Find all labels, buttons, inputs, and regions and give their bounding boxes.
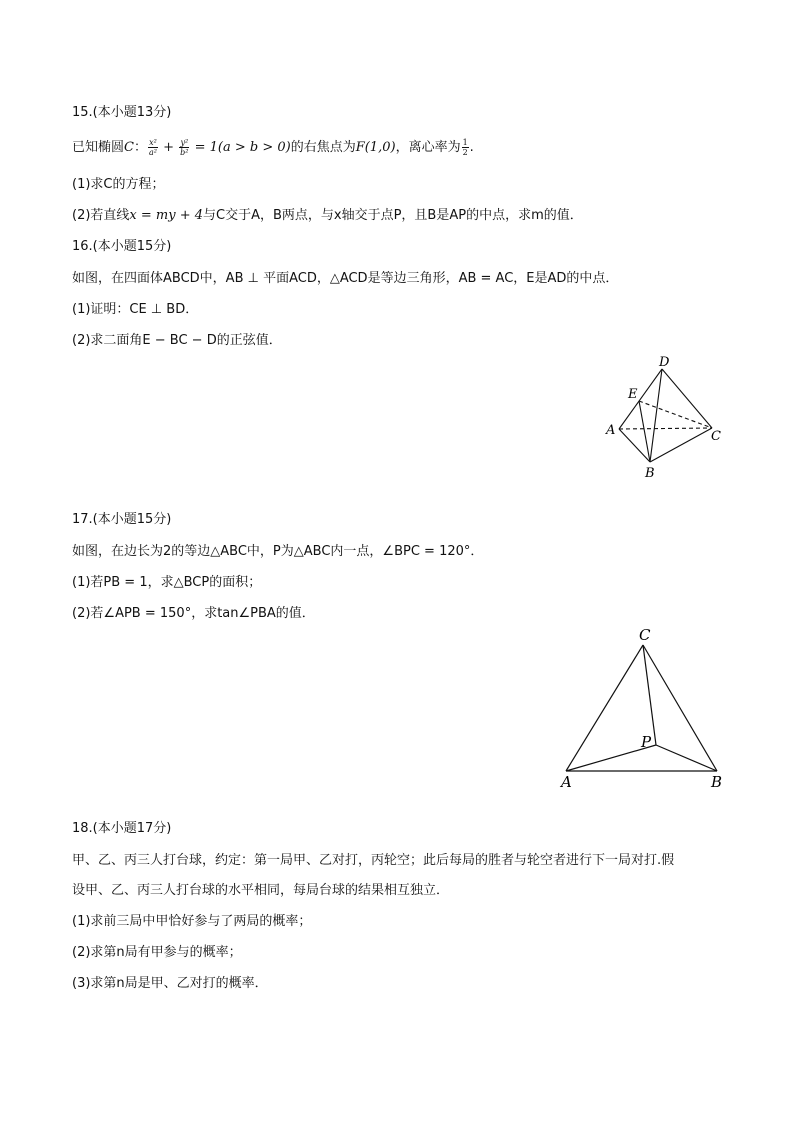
triangle-figure bbox=[555, 625, 735, 795]
stem-text: 已知椭圆 bbox=[72, 140, 125, 155]
frac-den: 2 bbox=[462, 148, 468, 157]
question-text: (2)若直线 bbox=[72, 208, 130, 223]
problem-17-stem: 如图，在边长为2的等边△ABC中，P为△ABC内一点，∠BPC = 120°． bbox=[72, 544, 484, 559]
problem-15-question-1: (1)求C的方程； bbox=[72, 177, 165, 192]
problem-17-header: 17.(本小题15分) bbox=[72, 512, 172, 527]
problem-15-stem bbox=[72, 138, 474, 157]
frac-num: y² bbox=[180, 138, 189, 147]
colon: ： bbox=[133, 140, 147, 155]
problem-16-header: 16.(本小题15分) bbox=[72, 239, 172, 254]
label-d: D bbox=[659, 355, 670, 370]
problem-18-question-3: (3)求第n局是甲、乙对打的概率． bbox=[72, 976, 268, 991]
frac-num: x² bbox=[149, 138, 157, 147]
problem-16-question-1: (1)证明：CE ⊥ BD． bbox=[72, 302, 199, 317]
label-p: P bbox=[641, 733, 652, 751]
edge-ac-hidden bbox=[619, 428, 712, 429]
problem-16-stem: 如图，在四面体ABCD中，AB ⊥ 平面ACD，△ACD是等边三角形，AB = AC，E是AD的中点． bbox=[72, 271, 619, 286]
problem-18-header: 18.(本小题17分) bbox=[72, 821, 172, 836]
label-c: C bbox=[639, 626, 651, 644]
fraction-one-half bbox=[462, 138, 469, 157]
frac-den: b² bbox=[180, 148, 189, 157]
problem-16-question-2: (2)求二面角E − BC − D的正弦值． bbox=[72, 333, 282, 348]
tetrahedron-figure bbox=[600, 350, 730, 482]
segment-cp bbox=[643, 645, 656, 745]
label-b: B bbox=[711, 773, 723, 791]
stem-text: ，离心率为 bbox=[395, 140, 461, 155]
fraction-x2-a2 bbox=[148, 138, 158, 157]
fraction-y2-b2 bbox=[179, 138, 189, 157]
problem-17-question-1: (1)若PB = 1，求△BCP的面积； bbox=[72, 575, 262, 590]
label-e: E bbox=[628, 387, 638, 402]
problem-15-question-2 bbox=[72, 207, 583, 225]
focus-point: F(1,0) bbox=[355, 140, 396, 155]
line-equation: x = my + 4 bbox=[129, 208, 204, 223]
edge-bc bbox=[650, 428, 712, 462]
side-cb bbox=[643, 645, 717, 771]
plus-sign: + bbox=[158, 140, 179, 155]
frac-den: a² bbox=[148, 148, 157, 157]
label-a: A bbox=[561, 773, 572, 791]
problem-15-header: 15.(本小题13分) bbox=[72, 105, 172, 120]
label-b: B bbox=[645, 466, 655, 481]
problem-18-question-2: (2)求第n局有甲参与的概率； bbox=[72, 945, 242, 960]
label-c: C bbox=[711, 429, 721, 444]
problem-18-stem-line-1: 甲、乙、丙三人打台球，约定：第一局甲、乙对打，丙轮空；此后每局的胜者与轮空者进行下一局对打.假 bbox=[72, 853, 675, 868]
problem-18-question-1: (1)求前三局中甲恰好参与了两局的概率； bbox=[72, 914, 312, 929]
stem-text: 的右焦点为 bbox=[290, 140, 356, 155]
frac-num: 1 bbox=[462, 138, 468, 147]
problem-18-stem-line-2: 设甲、乙、丙三人打台球的水平相同，每局台球的结果相互独立． bbox=[72, 883, 450, 898]
math-c: C bbox=[124, 140, 134, 155]
label-a: A bbox=[606, 423, 616, 438]
problem-17-question-2: (2)若∠APB = 150°，求tan∠PBA的值． bbox=[72, 606, 315, 621]
question-text: 与C交于A，B两点，与x轴交于点P，且B是AP的中点，求m的值． bbox=[203, 208, 583, 223]
period: . bbox=[469, 140, 474, 155]
equation-tail: = 1(a > b > 0) bbox=[190, 140, 291, 155]
segment-bp bbox=[656, 745, 717, 771]
